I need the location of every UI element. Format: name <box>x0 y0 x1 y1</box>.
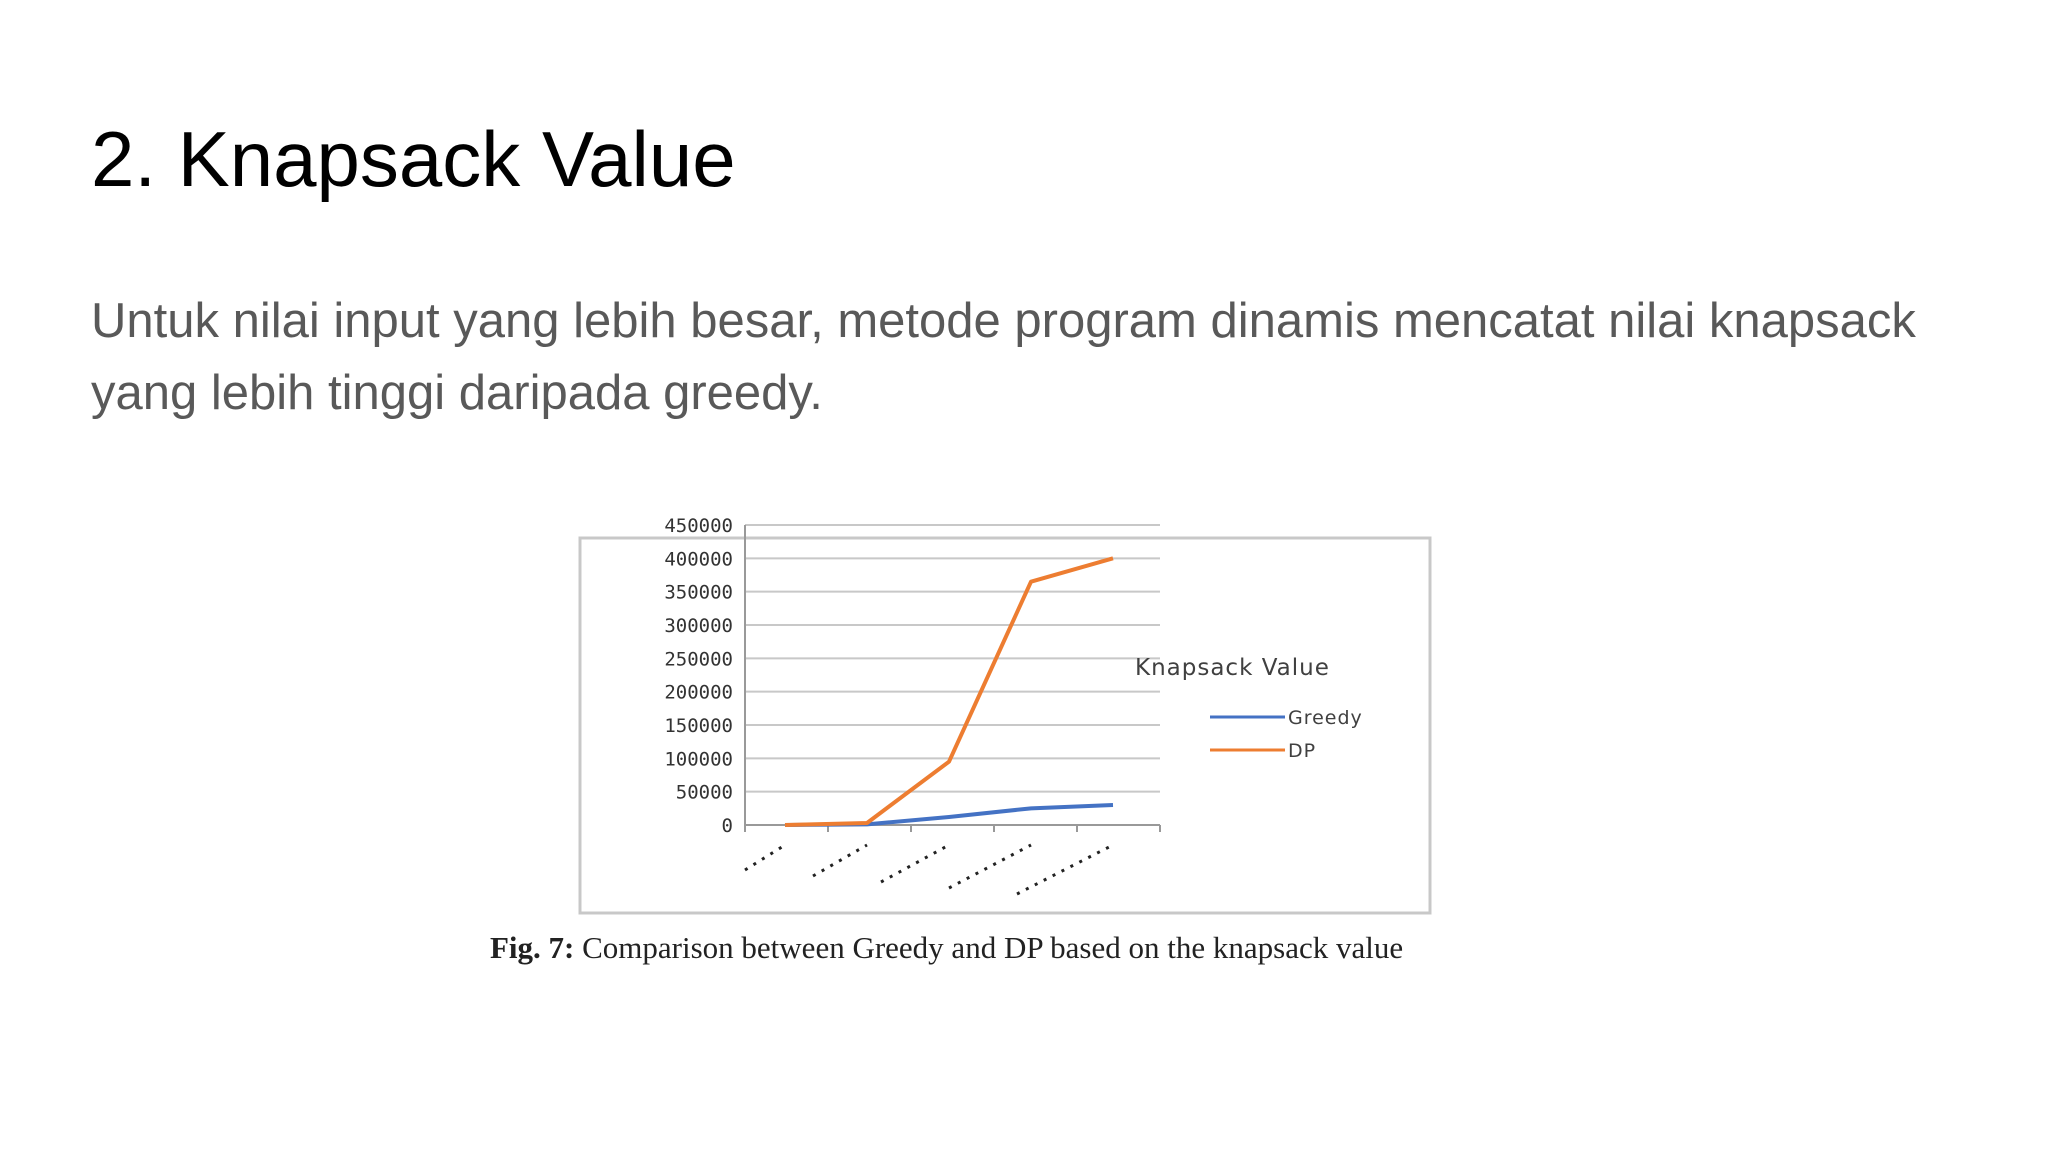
y-tick-label: 300000 <box>664 615 733 637</box>
y-tick-label: 50000 <box>675 781 733 804</box>
y-tick-label: 100000 <box>664 748 733 771</box>
figure <box>470 500 1550 990</box>
y-tick-label: 250000 <box>664 648 733 671</box>
y-tick-label: 450000 <box>664 515 733 537</box>
slide-body-text: Untuk nilai input yang lebih besar, metode program dinamis mencatat nilai knapsack yang lebih tinggi daripada greedy. <box>91 294 1916 420</box>
y-tick-label: 350000 <box>664 581 733 604</box>
knapsack-value-chart <box>470 500 1550 920</box>
figure-caption <box>490 930 1403 966</box>
caption-label: Fig. 7: <box>490 930 575 965</box>
y-tick-label: 0 <box>721 815 733 837</box>
legend-label-greedy: Greedy <box>1288 707 1363 729</box>
caption-text: Comparison between Greedy and DP based on the knapsack value <box>574 930 1404 965</box>
legend-label-dp: DP <box>1288 740 1317 762</box>
y-tick-label: 400000 <box>664 548 733 571</box>
legend-title: Knapsack Value <box>1135 655 1330 681</box>
y-tick-label: 150000 <box>664 715 733 737</box>
slide-title: 2. Knapsack Value <box>91 115 736 203</box>
y-tick-label: 200000 <box>664 681 733 704</box>
